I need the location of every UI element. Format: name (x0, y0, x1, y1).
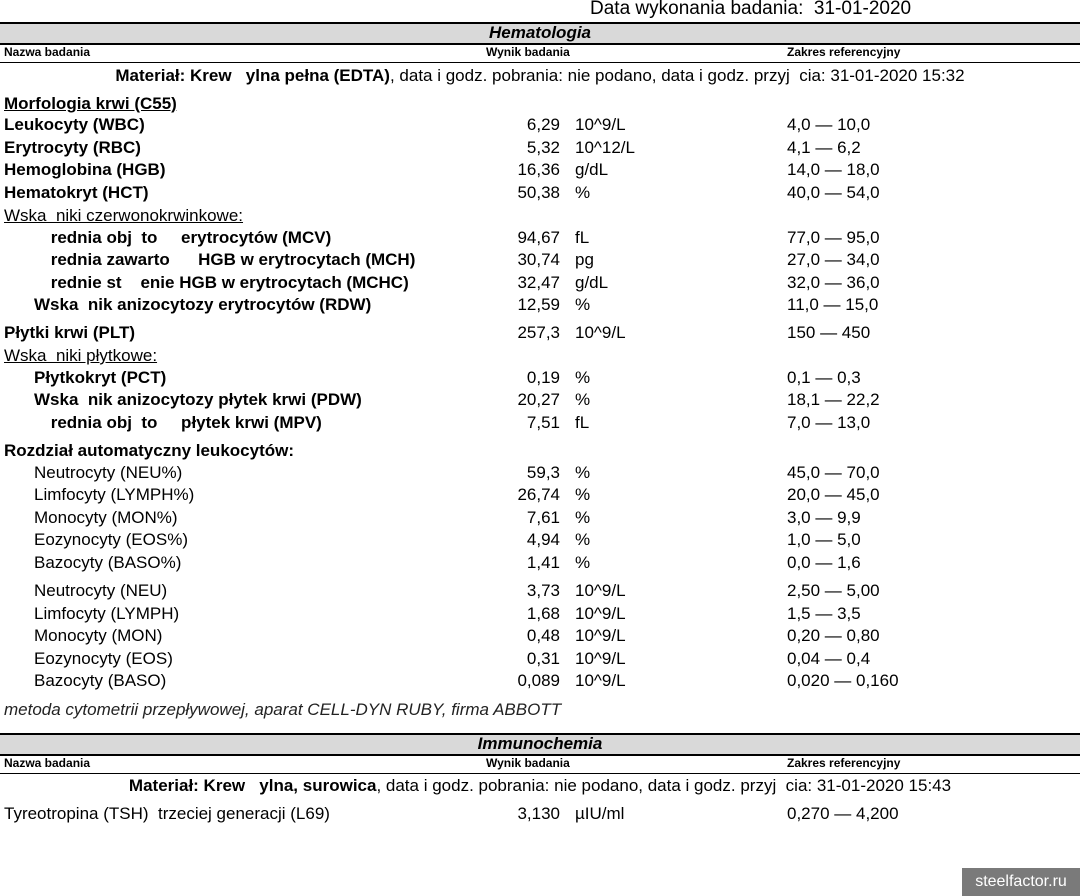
plt-indices-header: Wska niki płytkowe: (4, 346, 158, 365)
test-value: 3,73 (526, 581, 560, 600)
result-row (0, 273, 1080, 295)
result-row (0, 581, 1080, 603)
test-value: 94,67 (517, 228, 560, 247)
test-name: Bazocyty (BASO) (34, 671, 167, 690)
test-name: Leukocyty (WBC) (4, 115, 145, 134)
test-value: 7,61 (526, 507, 560, 527)
test-ref: 3,0 — 9,9 (787, 507, 861, 527)
col-name: Nazwa badania (4, 756, 91, 770)
column-header-row (0, 45, 1080, 63)
tsh-row (0, 804, 1080, 826)
result-row (0, 115, 1080, 137)
test-ref: 1,0 — 5,0 (787, 530, 861, 550)
material-bold: Materiał: Krew ylna, surowica (128, 776, 377, 795)
test-name: Eozynocyty (EOS) (34, 648, 173, 668)
test-name: Wska nik anizocytozy płytek krwi (PDW) (34, 390, 362, 410)
result-row (0, 553, 1080, 575)
test-ref: 14,0 — 18,0 (787, 160, 880, 179)
test-value: 32,47 (517, 272, 560, 292)
test-value: 0,089 (517, 671, 560, 690)
test-value: 20,27 (517, 390, 560, 410)
test-unit: g/dL (575, 272, 609, 292)
test-value: 7,51 (526, 412, 560, 432)
test-name: rednie st enie HGB w erytrocytach (MCHC) (46, 272, 409, 292)
result-row (0, 295, 1080, 317)
test-value: 0,19 (526, 368, 560, 387)
method-note: metoda cytometrii przepływowej, aparat CELL-DYN RUBY, firma ABBOTT (4, 700, 562, 719)
test-unit: 10^9/L (575, 115, 626, 134)
result-row (0, 413, 1080, 435)
test-value: 50,38 (517, 182, 560, 202)
test-name: Hemoglobina (HGB) (4, 160, 166, 179)
result-row (0, 390, 1080, 412)
material-line (0, 66, 1080, 86)
result-row (0, 485, 1080, 507)
result-row (0, 671, 1080, 693)
test-value: 6,29 (526, 115, 560, 134)
test-ref: 7,0 — 13,0 (787, 412, 871, 432)
col-name: Nazwa badania (4, 45, 91, 59)
test-unit: 10^9/L (575, 581, 626, 600)
test-unit: % (575, 182, 591, 202)
result-row (0, 508, 1080, 530)
test-unit: µIU/ml (575, 804, 625, 823)
section-bar-immuno (0, 733, 1080, 756)
test-name: Monocyty (MON%) (34, 507, 178, 527)
test-ref: 27,0 — 34,0 (787, 250, 880, 270)
result-row (0, 463, 1080, 485)
section-title: Hematologia (488, 23, 592, 42)
material-rest: , data i godz. pobrania: nie podano, data i godz. przyj cia: 31-01-2020 15:43 (376, 776, 952, 795)
test-ref: 0,0 — 1,6 (787, 552, 861, 572)
test-value: 12,59 (517, 294, 560, 314)
test-unit: 10^12/L (575, 137, 635, 157)
test-name: Wska nik anizocytozy erytrocytów (RDW) (34, 294, 372, 314)
column-header-row (0, 756, 1080, 774)
test-ref: 0,270 — 4,200 (787, 804, 899, 823)
test-ref: 18,1 — 22,2 (787, 390, 880, 410)
result-row (0, 160, 1080, 182)
col-range: Zakres referencyjny (787, 756, 901, 770)
exam-date: Data wykonania badania: 31-01-2020 (590, 0, 912, 19)
test-unit: % (575, 294, 591, 314)
test-value: 26,74 (517, 485, 560, 505)
test-value: 4,94 (526, 530, 560, 550)
test-ref: 4,0 — 10,0 (787, 115, 871, 134)
rbc-indices-header: Wska niki czerwonokrwinkowe: (4, 206, 244, 225)
test-unit: 10^9/L (575, 603, 626, 623)
test-unit: 10^9/L (575, 626, 626, 645)
test-ref: 0,20 — 0,80 (787, 626, 880, 645)
test-unit: % (575, 530, 591, 550)
test-value: 16,36 (517, 160, 560, 179)
test-ref: 32,0 — 36,0 (787, 272, 880, 292)
test-value: 257,3 (517, 323, 560, 342)
test-ref: 77,0 — 95,0 (787, 228, 880, 247)
test-value: 3,130 (517, 804, 560, 823)
result-row (0, 626, 1080, 648)
test-ref: 0,04 — 0,4 (787, 648, 871, 668)
test-name: Neutrocyty (NEU) (34, 581, 168, 600)
test-unit: % (575, 390, 591, 410)
test-unit: % (575, 368, 591, 387)
diff-header: Rozdział automatyczny leukocytów: (4, 441, 294, 460)
test-unit: fL (575, 412, 590, 432)
test-unit: % (575, 463, 591, 482)
test-ref: 150 — 450 (787, 323, 871, 342)
test-name: rednia obj to płytek krwi (MPV) (46, 412, 322, 432)
test-name: Neutrocyty (NEU%) (34, 463, 183, 482)
test-name: Bazocyty (BASO%) (34, 552, 182, 572)
test-ref: 0,1 — 0,3 (787, 368, 861, 387)
morphology-header: Morfologia krwi (C55) (4, 94, 177, 113)
test-ref: 11,0 — 15,0 (787, 294, 879, 314)
test-name: Limfocyty (LYMPH%) (34, 485, 195, 505)
col-result: Wynik badania (486, 45, 570, 59)
test-unit: fL (575, 228, 590, 247)
test-ref: 4,1 — 6,2 (787, 137, 861, 157)
material-line (0, 776, 1080, 796)
plt-row (0, 323, 1080, 345)
result-row (0, 228, 1080, 250)
test-value: 59,3 (526, 463, 560, 482)
test-name: Eozynocyty (EOS%) (34, 530, 188, 550)
test-unit: % (575, 507, 591, 527)
test-value: 0,48 (526, 626, 560, 645)
test-ref: 20,0 — 45,0 (787, 485, 880, 505)
test-name: rednia obj to erytrocytów (MCV) (46, 228, 332, 247)
test-unit: % (575, 552, 591, 572)
test-name: Monocyty (MON) (34, 626, 163, 645)
result-row (0, 183, 1080, 205)
result-row (0, 138, 1080, 160)
test-ref: 40,0 — 54,0 (787, 182, 880, 202)
result-row (0, 368, 1080, 390)
test-value: 30,74 (517, 250, 560, 270)
test-unit: 10^9/L (575, 671, 626, 690)
section-bar-hematology (0, 22, 1080, 45)
test-name: Hematokryt (HCT) (4, 182, 149, 202)
test-ref: 0,020 — 0,160 (787, 671, 899, 690)
test-value: 0,31 (526, 648, 560, 668)
test-name: rednia zawarto HGB w erytrocytach (MCH) (46, 250, 416, 270)
watermark: steelfactor.ru (962, 868, 1080, 896)
section-title: Immunochemia (477, 734, 603, 753)
col-result: Wynik badania (486, 756, 570, 770)
test-name: Erytrocyty (RBC) (4, 137, 141, 157)
test-unit: pg (575, 250, 594, 270)
test-ref: 2,50 — 5,00 (787, 581, 880, 600)
test-unit: % (575, 485, 591, 505)
col-range: Zakres referencyjny (787, 45, 901, 59)
test-unit: 10^9/L (575, 648, 626, 668)
result-row (0, 530, 1080, 552)
test-name: Tyreotropina (TSH) trzeciej generacji (L69) (4, 804, 330, 823)
test-name: Płytkokryt (PCT) (34, 368, 167, 387)
result-row (0, 250, 1080, 272)
test-value: 5,32 (526, 137, 560, 157)
material-bold: Materiał: Krew ylna pełna (EDTA) (115, 66, 390, 85)
result-row (0, 649, 1080, 671)
test-unit: 10^9/L (575, 323, 626, 342)
result-row (0, 604, 1080, 626)
test-ref: 45,0 — 70,0 (787, 463, 880, 482)
test-value: 1,41 (526, 552, 560, 572)
test-name: Limfocyty (LYMPH) (34, 603, 180, 623)
test-ref: 1,5 — 3,5 (787, 603, 861, 623)
material-rest: , data i godz. pobrania: nie podano, data i godz. przyj cia: 31-01-2020 15:32 (389, 66, 965, 85)
test-name: Płytki krwi (PLT) (4, 323, 135, 342)
test-value: 1,68 (526, 603, 560, 623)
test-unit: g/dL (575, 160, 609, 179)
